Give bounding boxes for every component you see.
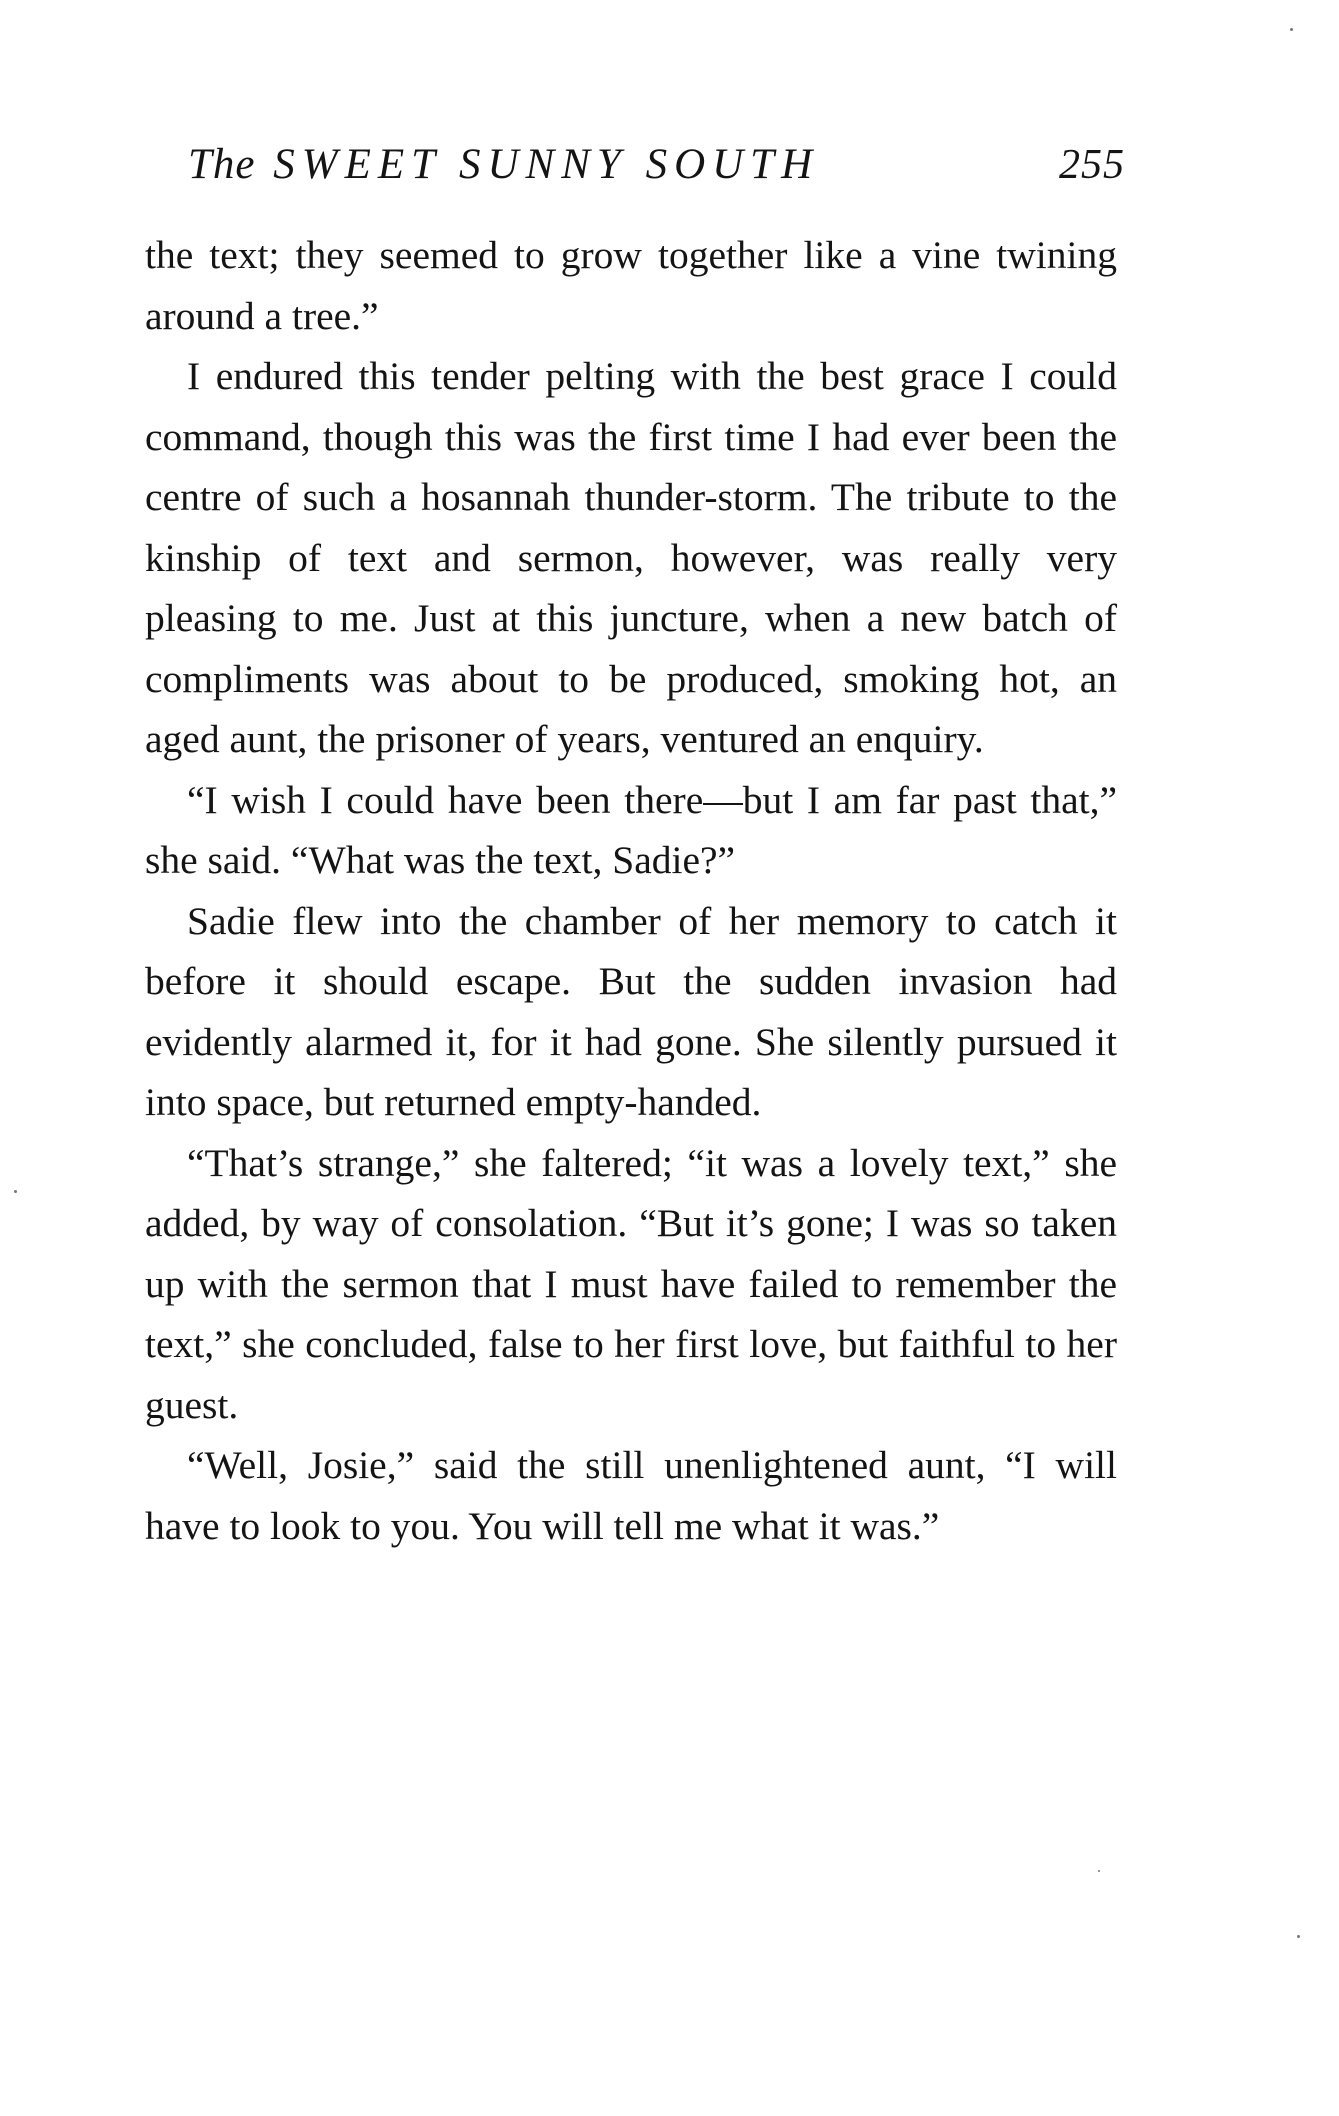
running-title-article: The (188, 141, 256, 188)
paper-speck (1290, 28, 1293, 31)
paragraph-6: “Well, Josie,” said the still unenlightened aunt, “I will have to look to you. You will tell me what it was.” (145, 1443, 1117, 1548)
running-header (148, 140, 1125, 200)
page-number: 255 (1059, 142, 1125, 188)
body-text (145, 225, 1117, 1556)
running-title (148, 140, 819, 189)
paper-speck (1098, 1870, 1100, 1872)
paper-speck (14, 1190, 17, 1193)
paragraph-5: “That’s strange,” she faltered; “it was a lovely text,” she added, by way of consolation. “But it’s gone; I was so taken up with the sermon that I must have failed to remember the text,” she concluded, false to her first love, but faithful to her guest. (145, 1140, 1117, 1427)
paper-speck (1297, 1935, 1300, 1938)
running-title-main: SWEET SUNNY SOUTH (273, 141, 820, 188)
paragraph-3: “I wish I could have been there—but I am far past that,” she said. “What was the text, Sadie?” (145, 777, 1117, 882)
paragraph-4: Sadie flew into the chamber of her memory to catch it before it should escape. But the sudden invasion had evidently alarmed it, for it had gone. She silently pursued it into space, but returned empty-handed. (145, 898, 1117, 1124)
paragraph-2: I endured this tender pelting with the best grace I could command, though this was the first time I had ever been the centre of such a hosannah thunder-storm. The tribute to the kinship of text and sermon, however, was really very pleasing to me. Just at this juncture, when a new batch of compliments was about to be produced, smoking hot, an aged aunt, the prisoner of years, ventured an enquiry. (145, 354, 1117, 761)
paragraph-1: the text; they seemed to grow together like a vine twining around a tree.” (145, 233, 1117, 338)
